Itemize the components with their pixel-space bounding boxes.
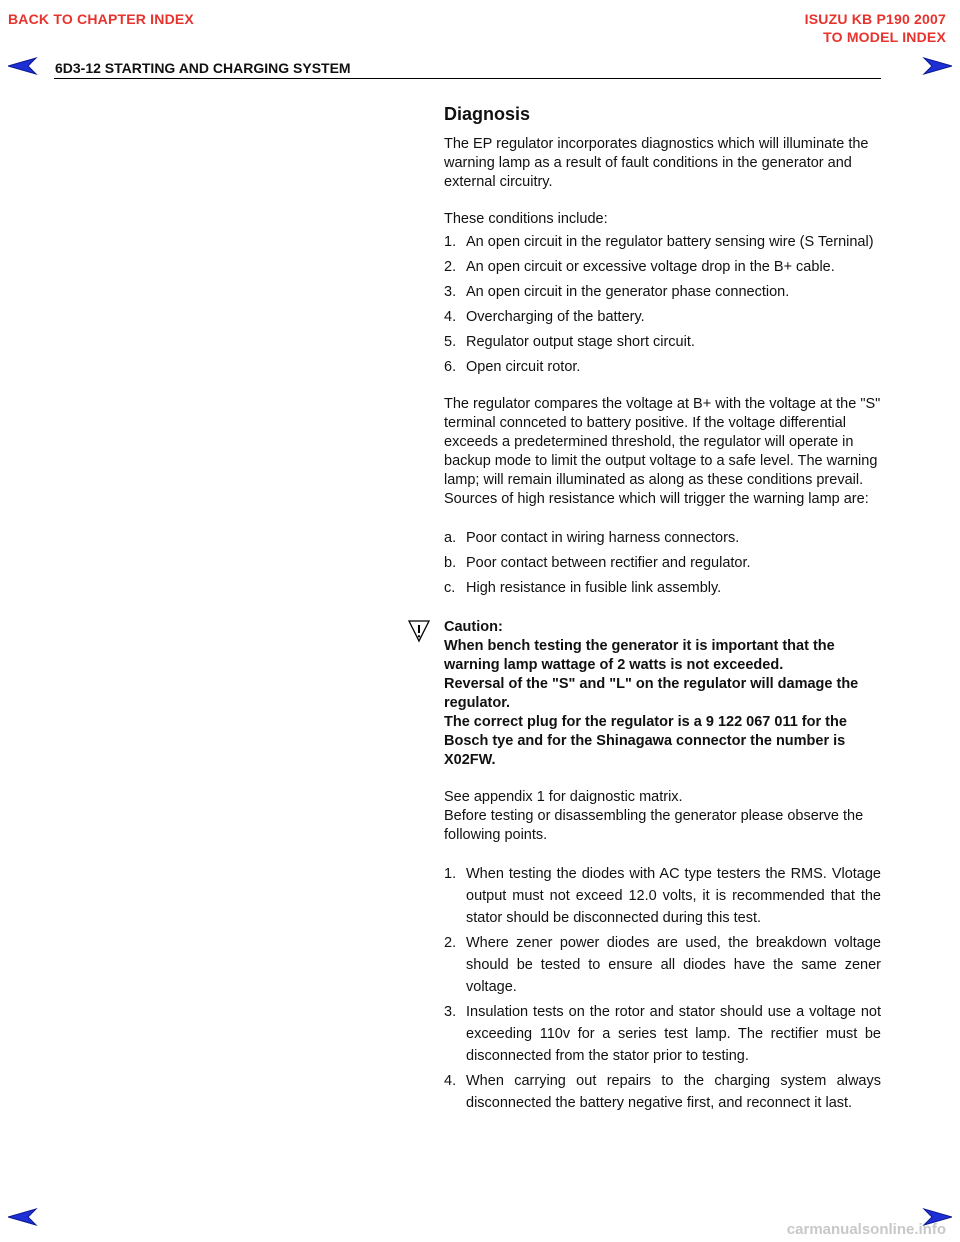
caution-line: When bench testing the generator it is important that the warning lamp wattage of 2 watts is not exceeded. — [444, 638, 835, 673]
list-item: 3. Insulation tests on the rotor and stator should use a voltage not exceeding 110v for a series test lamp. The rectifier must be disconnected from the stator prior to testing. — [444, 1004, 881, 1064]
sources-paragraph: Sources of high resistance which will trigger the warning lamp are: — [444, 491, 869, 507]
appendix-line: See appendix 1 for daignostic matrix. — [444, 789, 683, 805]
intro-paragraph: The EP regulator incorporates diagnostics which will illuminate the warning lamp as a result of fault conditions in the generator and external circuitry. — [444, 136, 869, 190]
list-item: 2. Where zener power diodes are used, the breakdown voltage should be tested to ensure all diodes have the same zener voltage. — [444, 935, 881, 995]
caution-block — [444, 618, 881, 770]
previous-page-arrow-icon[interactable] — [8, 57, 38, 75]
page-header-title: 6D3-12 STARTING AND CHARGING SYSTEM — [55, 60, 351, 76]
sources-list — [444, 527, 881, 599]
caution-line: Reversal of the "S" and "L" on the regulator will damage the regulator. — [444, 676, 859, 711]
points-list — [444, 863, 881, 1114]
section-heading: Diagnosis — [444, 104, 531, 124]
to-model-index-link[interactable]: TO MODEL INDEX — [823, 29, 946, 45]
list-item: 1. An open circuit in the regulator battery sensing wire (S Terninal) — [444, 234, 874, 250]
compare-paragraph: The regulator compares the voltage at B+ with the voltage at the "S" terminal connceted to battery positive. If the voltage differential exceeds a predetermined threshold, the regulator will operate in backup mode to limit the output voltage to a safe level. The warning lamp; will remain illuminated as along as these conditions prevail. — [444, 396, 881, 488]
content-column — [444, 103, 881, 1117]
list-item: c. High resistance in fusible link assembly. — [444, 580, 722, 596]
conditions-list — [444, 231, 881, 378]
back-to-chapter-index-link[interactable]: BACK TO CHAPTER INDEX — [8, 11, 194, 27]
conditions-lead: These conditions include: — [444, 211, 608, 227]
list-item: 2. An open circuit or excessive voltage drop in the B+ cable. — [444, 259, 835, 275]
list-item: 4. Overcharging of the battery. — [444, 309, 645, 325]
caution-title: Caution: — [444, 619, 503, 635]
caution-line: The correct plug for the regulator is a 9 122 067 011 for the Bosch tye and for the Shinagawa connector the number is X02FW. — [444, 714, 847, 768]
watermark: carmanualsonline.info — [786, 1221, 946, 1238]
model-title: ISUZU KB P190 2007 — [804, 11, 946, 27]
list-item: a. Poor contact in wiring harness connectors. — [444, 530, 740, 546]
list-item: 3. An open circuit in the generator phase connection. — [444, 284, 790, 300]
list-item: 5. Regulator output stage short circuit. — [444, 334, 695, 350]
list-item: 1. When testing the diodes with AC type testers the RMS. Vlotage output must not exceed 12.0 volts, it is recommended that the stator should be disconnected during this test. — [444, 866, 881, 926]
warning-triangle-icon — [406, 618, 432, 650]
next-page-arrow-icon[interactable] — [922, 57, 952, 75]
observe-line: Before testing or disassembling the generator please observe the following points. — [444, 808, 864, 843]
list-item: b. Poor contact between rectifier and regulator. — [444, 555, 751, 571]
header-divider — [54, 78, 881, 79]
previous-page-arrow-icon[interactable] — [8, 1208, 38, 1226]
list-item: 4. When carrying out repairs to the charging system always disconnected the battery negative first, and reconnect it last. — [444, 1073, 881, 1111]
list-item: 6. Open circuit rotor. — [444, 359, 581, 375]
